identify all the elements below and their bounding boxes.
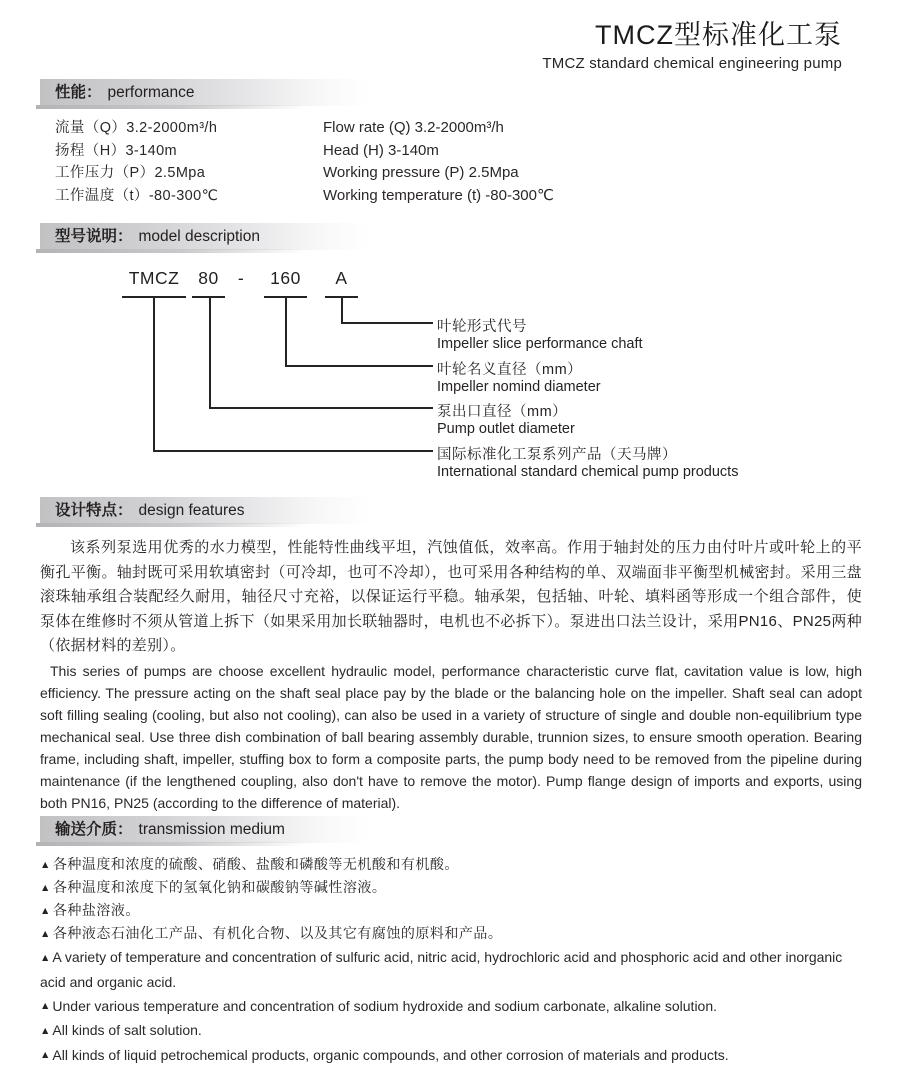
model-label-outlet-diameter-zh: 泵出口直径（mm） <box>437 404 568 420</box>
medium-item-en: All kinds of liquid petrochemical products, organic compounds, and other corrosion of materials and products. <box>52 1046 729 1063</box>
medium-item-en: A variety of temperature and concentration of sulfuric acid, nitric acid, hydrochloric acid and phosphoric acid and other inorganic acid and organic acid. <box>40 949 843 990</box>
section-header-medium <box>40 816 370 843</box>
list-item <box>40 1018 858 1043</box>
performance-specs-en <box>323 117 554 207</box>
design-paragraph-zh: 该系列泵选用优秀的水力模型，性能特性曲线平坦，汽蚀值低，效率高。作用于轴封处的压力由付叶片或叶轮上的平衡孔平衡。轴封既可采用软填密封（可冷却，也可不冷却），也可采用各种结构的单、双端面非平衡型机械密封。采用三盘滚珠轴承组合装配经久耐用，轴径尺寸充裕，以保证运行平稳。轴承架，包括轴、叶轮、填料函等形成一个组合部件，使泵体在维修时不须从管道上拆下（如果采用加长联轴器时，电机也不必拆下）。泵进出口法兰设计，采用PN16、PN25两种（依据材料的差别）。 <box>40 539 862 654</box>
page-title-zh: TMCZ型标准化工泵 <box>595 20 842 50</box>
list-item <box>40 876 858 899</box>
medium-item-en: All kinds of salt solution. <box>52 1022 202 1038</box>
model-token-outlet: 80 <box>198 268 219 288</box>
triangle-bullet-icon: ▲ <box>40 881 51 894</box>
list-item <box>40 922 858 945</box>
medium-item-zh: 各种温度和浓度下的氢氧化钠和碳酸钠等碱性溶液。 <box>52 879 387 895</box>
triangle-bullet-icon: ▲ <box>40 1049 51 1061</box>
connector-line <box>209 407 433 409</box>
transmission-medium-body <box>40 853 858 1067</box>
spec-head-zh: 扬程（H）3-140m <box>55 142 178 159</box>
triangle-bullet-icon: ▲ <box>40 858 51 871</box>
model-heading-zh: 型号说明： <box>55 228 133 245</box>
medium-list-zh <box>40 853 858 945</box>
model-token-impeller: A <box>335 268 348 288</box>
medium-list-en <box>40 945 858 1067</box>
design-heading-zh: 设计特点： <box>55 502 133 519</box>
spec-flow-en: Flow rate (Q) 3.2-2000m³/h <box>323 119 504 136</box>
spec-head-en: Head (H) 3-140m <box>323 141 439 159</box>
connector-line <box>285 365 433 367</box>
medium-item-zh: 各种液态石油化工产品、有机化合物、以及其它有腐蚀的原料和产品。 <box>52 925 503 941</box>
spec-pressure-zh: 工作压力（P）2.5Mpa <box>55 165 206 182</box>
medium-item-en: Under various temperature and concentration of sodium hydroxide and sodium carbonate, alkaline solution. <box>52 997 718 1014</box>
model-label-series-zh: 国际标准化工泵系列产品（天马牌） <box>437 447 677 463</box>
model-label-impeller-diameter-en: Impeller nomind diameter <box>437 379 601 395</box>
connector-line <box>285 298 287 366</box>
list-item <box>40 853 858 876</box>
triangle-bullet-icon: ▲ <box>40 927 51 940</box>
list-item <box>40 1043 858 1068</box>
design-heading-en: design features <box>138 502 245 519</box>
model-token-series: TMCZ <box>128 268 180 288</box>
triangle-bullet-icon: ▲ <box>40 1000 51 1012</box>
spec-pressure-en: Working pressure (P) 2.5Mpa <box>323 164 519 182</box>
triangle-bullet-icon: ▲ <box>40 951 51 964</box>
model-token-dash: - <box>237 268 245 288</box>
section-header-performance <box>40 79 370 106</box>
model-token-diameter: 160 <box>270 268 301 288</box>
design-features-body <box>40 536 862 814</box>
connector-line <box>153 450 433 452</box>
medium-item-zh: 各种盐溶液。 <box>52 902 140 918</box>
connector-line <box>341 298 343 323</box>
section-header-model <box>40 223 370 250</box>
spec-temperature-en: Working temperature (t) -80-300℃ <box>323 186 554 204</box>
connector-line <box>209 298 211 408</box>
model-label-series-en: International standard chemical pump products <box>437 464 739 480</box>
performance-heading-en: performance <box>107 84 195 101</box>
model-heading-en: model description <box>138 228 260 245</box>
document-title-block <box>542 13 842 72</box>
model-label-outlet-diameter-en: Pump outlet diameter <box>437 421 575 437</box>
spec-flow-zh: 流量（Q）3.2-2000m³/h <box>55 120 218 136</box>
section-header-design <box>40 497 370 524</box>
model-code-diagram <box>0 260 900 492</box>
list-item <box>40 994 858 1019</box>
design-paragraph-en: This series of pumps are choose excellent hydraulic model, performance characteristic curve flat, cavitation value is low, high efficiency. The pressure acting on the shaft seal place pay by the blade or the balancing hole on the impeller. Shaft seal can adopt soft filling sealing (cooling, but also not cooling), can also be used in a variety of structure of single and double non-equilibrium type mechanical seal. Use three dish combination of ball bearing assembly durable, trunnion sizes, to ensure smooth operation. Bearing frame, including shaft, impeller, stuffing box to form a composite parts, the pump body need to be removed from the pipeline during maintenance (if the lengthened coupling, also don't have to remove the motor). Pump flange design of imports and exports, using both PN16, PN25 (according to the difference of material). <box>40 662 862 811</box>
list-item <box>40 945 858 994</box>
model-label-impeller-diameter-zh: 叶轮名义直径（mm） <box>437 362 583 378</box>
model-label-impeller-code-zh: 叶轮形式代号 <box>437 319 527 335</box>
list-item <box>40 899 858 922</box>
model-label-impeller-code-en: Impeller slice performance chaft <box>437 336 643 352</box>
connector-line <box>153 298 155 451</box>
medium-heading-en: transmission medium <box>138 821 285 838</box>
performance-specs-zh <box>55 117 218 207</box>
page-title-en: TMCZ standard chemical engineering pump <box>542 55 842 72</box>
performance-heading-zh: 性能： <box>55 84 102 101</box>
spec-temperature-zh: 工作温度（t）-80-300℃ <box>55 187 219 204</box>
medium-item-zh: 各种温度和浓度的硫酸、硝酸、盐酸和磷酸等无机酸和有机酸。 <box>52 856 459 872</box>
triangle-bullet-icon: ▲ <box>40 904 51 917</box>
connector-line <box>341 322 433 324</box>
triangle-bullet-icon: ▲ <box>40 1024 51 1037</box>
medium-heading-zh: 输送介质： <box>55 821 133 838</box>
